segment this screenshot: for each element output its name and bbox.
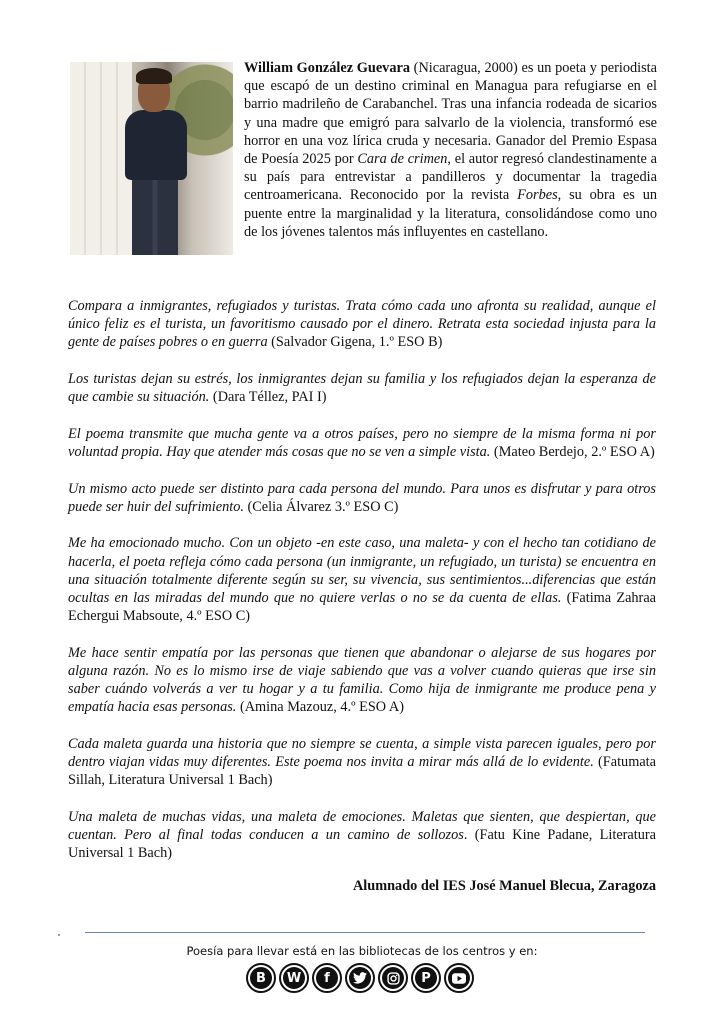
author-name: William González Guevara <box>244 60 410 76</box>
blogger-icon[interactable] <box>246 963 276 993</box>
facebook-glyph: f <box>316 967 338 989</box>
quote-author: (Amina Mazouz, 4.º ESO A) <box>236 699 405 716</box>
photo-figure-hair <box>136 68 172 84</box>
quote-7 <box>68 735 656 790</box>
page-dot <box>58 934 60 936</box>
wordpress-icon[interactable] <box>279 963 309 993</box>
quote-author: (Salvador Gigena, 1.º ESO B) <box>267 334 443 351</box>
quote-text: Cada maleta guarda una historia que no siempre se cuenta, a simple vista parecen iguales, pero por dentro viajan vidas muy diferentes. Este poema nos invita a mirar más allá de lo evidente. <box>68 736 656 771</box>
facebook-icon[interactable] <box>312 963 342 993</box>
quote-author: (Fatima Zahraa Echergui Mabsoute, 4.º ESO C) <box>68 590 657 625</box>
magazine-name: Forbes <box>517 187 558 204</box>
wordpress-glyph: W <box>283 967 305 989</box>
quote-8 <box>68 808 656 863</box>
pinterest-icon[interactable] <box>411 963 441 993</box>
bio-text-3: , su obra es un puente entre la marginalidad y la literatura, consolidándose como uno de los jóvenes talentos más influyentes en castellano. <box>244 187 657 240</box>
youtube-glyph <box>448 967 470 989</box>
quote-text: Me ha emocionado mucho. Con un objeto -en este caso, una maleta- y con el hecho tan cotidiano de hacerla, el poeta refleja cómo cada persona (un inmigrante, un refugiado, un turista) se encuentra en una situación totalmente diferente según su ser, su vivencia, sus sentimientos...diferencias que están ocultas en las miradas del mundo que no quiere verlas o no se da cuenta de ellas. <box>68 535 656 606</box>
footer-divider <box>85 932 645 933</box>
pinterest-glyph: P <box>415 967 437 989</box>
footer-text: Poesía para llevar está en las bibliotecas de los centros y en: <box>186 944 538 958</box>
quote-6 <box>68 644 656 717</box>
signature: Alumnado del IES José Manuel Blecua, Zaragoza <box>352 878 656 894</box>
twitter-glyph <box>349 967 371 989</box>
twitter-icon[interactable] <box>345 963 375 993</box>
quote-author: (Celia Álvarez 3.º ESO C) <box>243 498 399 515</box>
quote-4 <box>68 480 656 516</box>
photo-wall <box>70 62 132 255</box>
quote-author: (Fatumata Sillah, Literatura Universal 1 Bach) <box>68 754 656 789</box>
instagram-glyph <box>382 967 404 989</box>
quote-2 <box>68 370 656 406</box>
quote-author: (Dara Téllez, PAI I) <box>209 389 327 406</box>
quote-text: Me hace sentir empatía por las personas que tienen que abandonar o alejarse de sus hogares por alguna razón. No es lo mismo irse de viaje sabiendo que vas a volver cuando quieras que irse sin saber cuándo volverás a ver tu hogar y a tu familia. Como hija de inmigrante me produce pena y empatía hacia esas personas. <box>68 644 656 716</box>
quote-text: El poema transmite que mucha gente va a otros países, pero no siempre de la misma forma ni por voluntad propia. Hay que atender más cosas que no se ven a simple vista. <box>68 425 656 460</box>
photo-figure-body <box>125 110 187 180</box>
quote-1 <box>68 297 656 352</box>
quote-text: Los turistas dejan su estrés, los inmigrantes dejan su familia y los refugiados dejan la esperanza de que cambie su situación. <box>68 371 656 406</box>
quote-5 <box>68 534 656 625</box>
youtube-icon[interactable] <box>444 963 474 993</box>
bio-text-2: , el autor regresó clandestinamente a su país para entrevistar a pandilleros y documentar la tragedia centroamericana. Reconocido por la revista <box>244 151 657 204</box>
author-photo <box>70 62 233 255</box>
quote-3 <box>68 425 656 461</box>
book-title: Cara de crimen <box>357 151 448 168</box>
quote-text: Compara a inmigrantes, refugiados y turistas. Trata cómo cada uno afronta su realidad, aunque el único feliz es el turista, un favoritismo causado por el dinero. Retrata esta sociedad injusta para la gente de países pobres o en guerra <box>68 298 656 351</box>
social-links <box>246 963 474 993</box>
instagram-icon[interactable] <box>378 963 408 993</box>
quote-author: (Mateo Berdejo, 2.º ESO A) <box>490 444 655 460</box>
student-quotes <box>68 297 656 881</box>
author-bio <box>244 59 657 241</box>
quote-text: Un mismo acto puede ser distinto para cada persona del mundo. Para unos es disfrutar y para otros puede ser huir del sufrimiento. <box>68 480 656 515</box>
quote-text: Una maleta de muchas vidas, una maleta de emociones. Maletas que sienten, que despiertan, que cuentan. Pero al final todas conducen a un camino de sollozos <box>68 809 656 844</box>
photo-figure-legs <box>132 174 178 255</box>
bio-text-1: (Nicaragua, 2000) es un poeta y periodista que escapó de un destino criminal en Managua para refugiarse en el barrio madrileño de Carabanchel. Tras una infancia rodeada de sicarios y una madre que emigró para salvarlo de la violencia, transformó ese horror en una voz lírica cruda y necesaria. Ganador del Premio Espasa de Poesía 2025 por <box>244 60 657 168</box>
blogger-glyph: B <box>250 967 272 989</box>
quote-author: . (Fatu Kine Padane, Literatura Universal 1 Bach) <box>68 827 656 862</box>
